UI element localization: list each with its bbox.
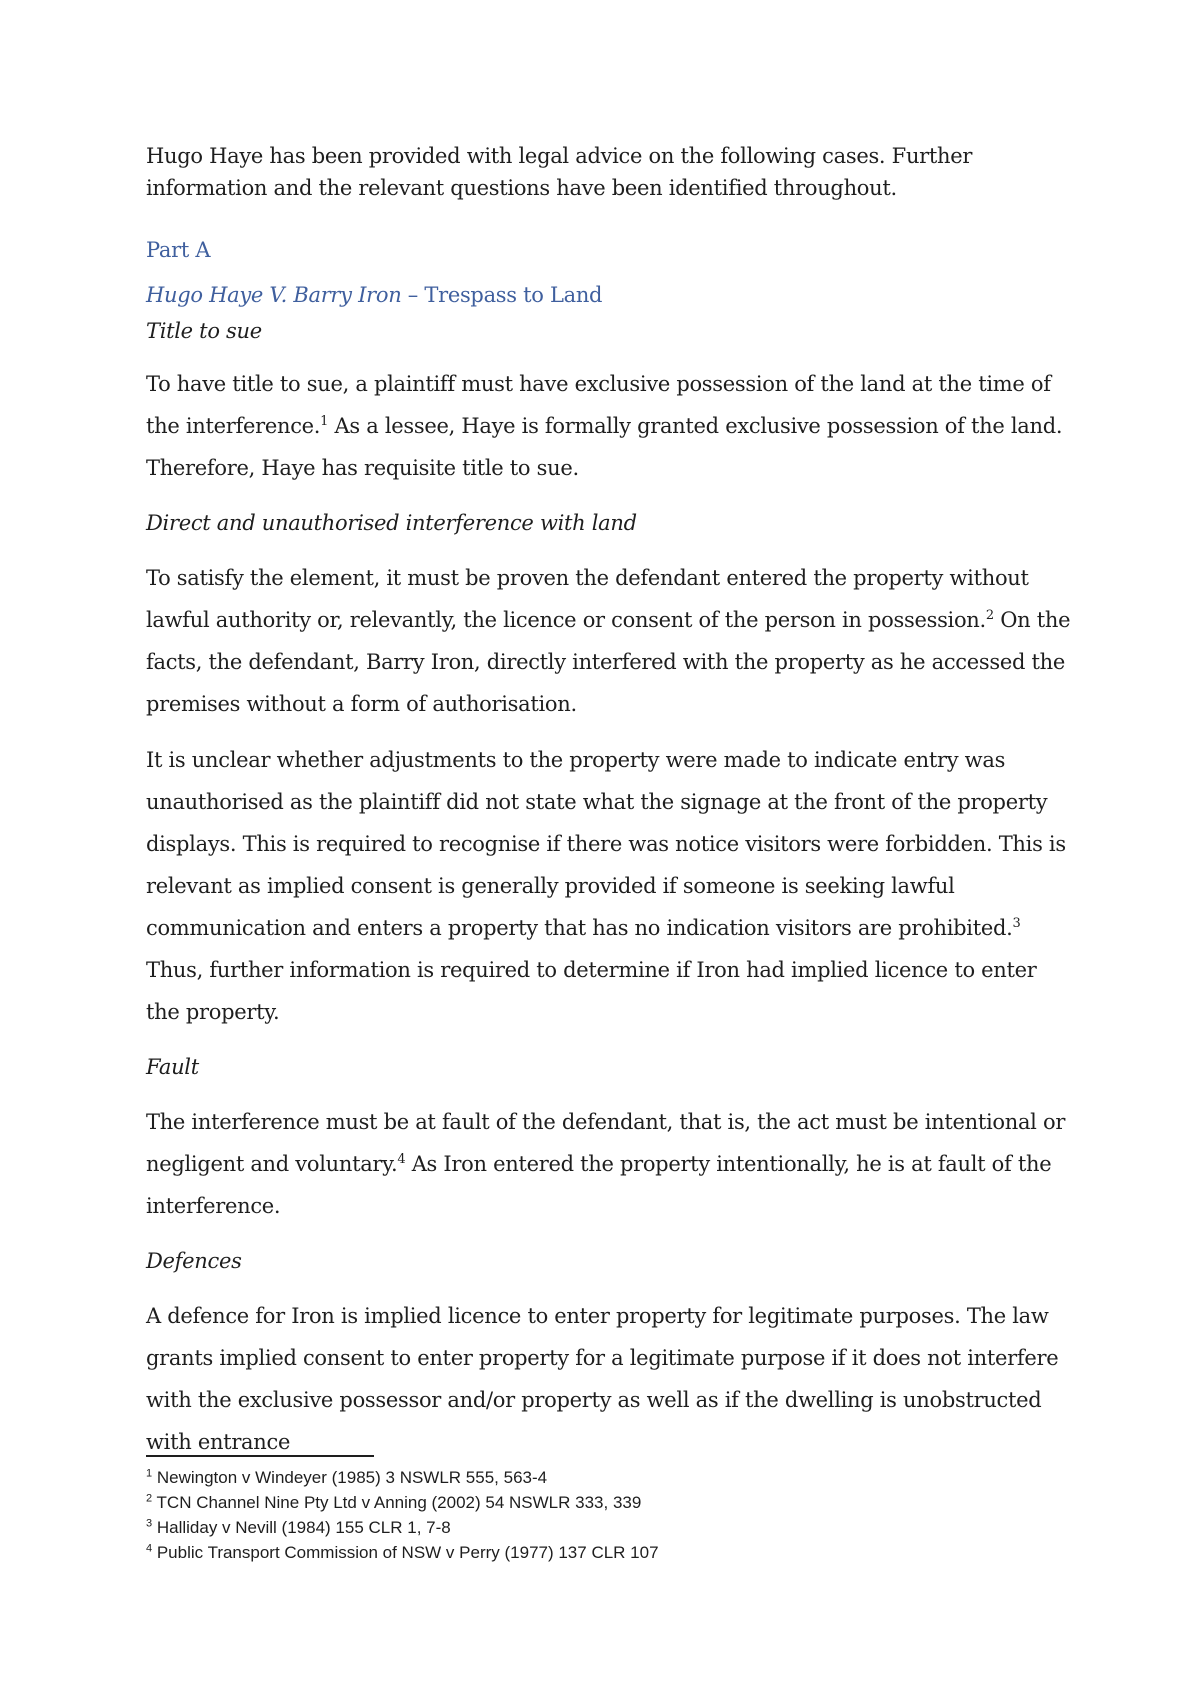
paragraph-text: To satisfy the element, it must be proven the defendant entered the property without lawful authority or, relevantly, the licence or consent of the person in possession. bbox=[146, 566, 1029, 632]
intro-paragraph: Hugo Haye has been provided with legal advice on the following cases. Further information and the relevant questions have been identified throughout. bbox=[146, 144, 973, 200]
document-body bbox=[146, 140, 1076, 1463]
footnote-3 bbox=[146, 1515, 1076, 1540]
section-heading-defences: Defences bbox=[146, 1249, 242, 1273]
paragraph-text: To have title to sue, a plaintiff must have exclusive possession of the land at the time of the interference. bbox=[146, 372, 1051, 438]
footnote-text: TCN Channel Nine Pty Ltd v Anning (2002) 54 NSWLR 333, 339 bbox=[152, 1493, 642, 1512]
footnote-number: 2 bbox=[146, 1492, 153, 1505]
footnote-ref-1[interactable]: 1 bbox=[320, 414, 329, 429]
paragraph-text: It is unclear whether adjustments to the property were made to indicate entry was unauthorised as the plaintiff did not state what the signage at the front of the property displays. This is required to recognise if there was notice visitors were forbidden. This is relevant as implied consent is generally provided if someone is seeking lawful communication and enters a property that has no indication visitors are prohibited. bbox=[146, 748, 1066, 940]
section-heading-direct-interference: Direct and unauthorised interference with land bbox=[146, 511, 637, 535]
paragraph-defences: A defence for Iron is implied licence to enter property for legitimate purposes. The law grants implied consent to enter property for a legitimate purpose if it does not interfere with the exclusive possessor and/or property as well as if the dwelling is unobstructed with entrance bbox=[146, 1304, 1059, 1454]
footnote-ref-2[interactable]: 2 bbox=[985, 608, 994, 623]
paragraph-text: The interference must be at fault of the defendant, that is, the act must be intentional or negligent and voluntary. bbox=[146, 1110, 1066, 1176]
footnote-text: Halliday v Nevill (1984) 155 CLR 1, 7-8 bbox=[152, 1518, 451, 1537]
footnote-separator bbox=[146, 1455, 374, 1457]
footnotes-section bbox=[146, 1455, 1076, 1565]
paragraph-fault bbox=[146, 1101, 1076, 1227]
footnote-number: 4 bbox=[146, 1542, 153, 1555]
case-title bbox=[146, 275, 1076, 315]
section-heading-title-to-sue: Title to sue bbox=[146, 319, 262, 343]
footnote-4 bbox=[146, 1540, 1076, 1565]
footnote-number: 3 bbox=[146, 1517, 153, 1530]
footnote-text: Public Transport Commission of NSW v Perry (1977) 137 CLR 107 bbox=[152, 1543, 659, 1562]
paragraph-title-to-sue bbox=[146, 363, 1076, 489]
paragraph-text: As a lessee, Haye is formally granted exclusive possession of the land. Therefore, Haye has requisite title to sue. bbox=[146, 414, 1063, 480]
footnote-number: 1 bbox=[146, 1467, 153, 1480]
part-heading: Part A bbox=[146, 238, 211, 262]
paragraph-text: Thus, further information is required to determine if Iron had implied licence to enter the property. bbox=[146, 958, 1037, 1024]
paragraph-text: As Iron entered the property intentionally, he is at fault of the interference. bbox=[146, 1152, 1052, 1218]
section-heading-fault: Fault bbox=[146, 1055, 199, 1079]
case-title-parties: Hugo Haye V. Barry Iron bbox=[146, 283, 402, 307]
footnote-ref-4[interactable]: 4 bbox=[397, 1152, 406, 1167]
footnote-2 bbox=[146, 1490, 1076, 1515]
footnote-1 bbox=[146, 1465, 1076, 1490]
case-title-topic: – Trespass to Land bbox=[401, 283, 603, 307]
paragraph-direct-interference-1 bbox=[146, 557, 1076, 725]
footnote-ref-3[interactable]: 3 bbox=[1012, 916, 1021, 931]
paragraph-text: On the facts, the defendant, Barry Iron, directly interfered with the property as he accessed the premises without a form of authorisation. bbox=[146, 608, 1071, 716]
paragraph-direct-interference-2 bbox=[146, 739, 1076, 1033]
footnote-text: Newington v Windeyer (1985) 3 NSWLR 555, 563-4 bbox=[152, 1468, 548, 1487]
